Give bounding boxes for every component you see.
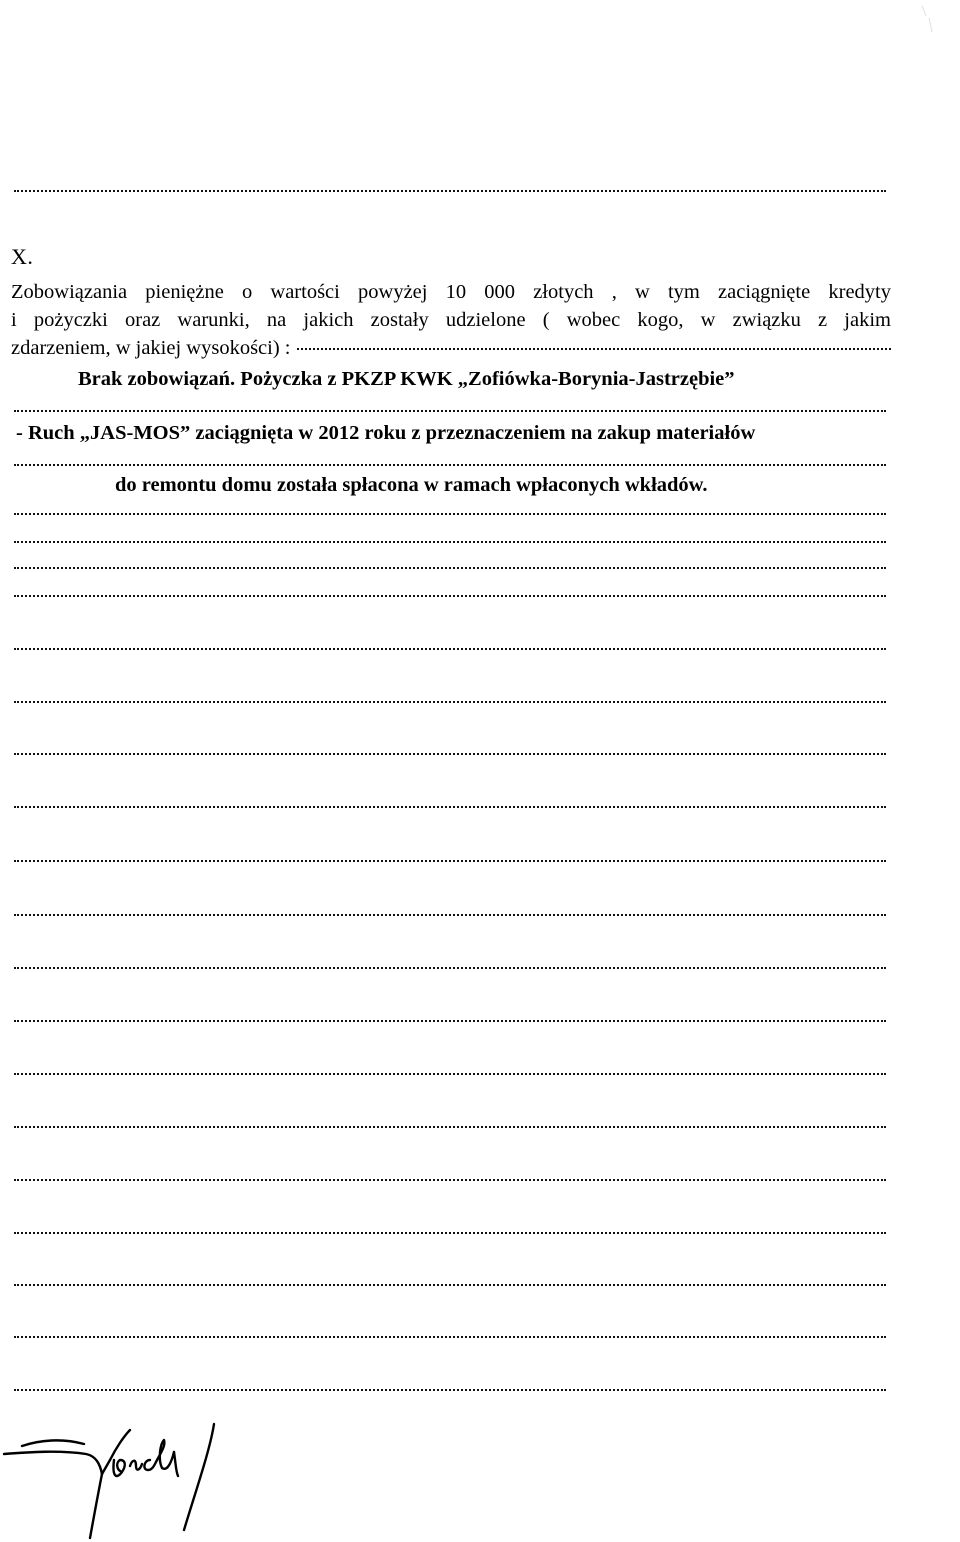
question-line-1: Zobowiązania pieniężne o wartości powyżej 10 000 złotych , w tym zaciągnięte kredyty <box>11 281 891 303</box>
answer-line-2: - Ruch „JAS-MOS” zaciągnięta w 2012 roku z przeznaczeniem na zakup materiałów <box>16 422 756 444</box>
answer-line-3: do remontu domu została spłacona w ramach wpłaconych wkładów. <box>115 474 708 496</box>
dotted-line <box>14 190 886 192</box>
dotted-line <box>14 567 886 569</box>
dotted-line <box>14 753 886 755</box>
dotted-line <box>14 595 886 597</box>
question-line-2: i pożyczki oraz warunki, na jakich zostały udzielone ( wobec kogo, w związku z jakim <box>11 309 891 331</box>
dotted-line <box>14 1179 886 1181</box>
dotted-line <box>14 860 886 862</box>
scan-mark <box>920 4 934 34</box>
section-number: X. <box>11 244 34 269</box>
dotted-line <box>14 967 886 969</box>
dotted-line <box>14 464 886 466</box>
dotted-line <box>14 1020 886 1022</box>
dotted-line <box>14 1389 886 1391</box>
dotted-fill <box>297 348 891 350</box>
dotted-line <box>14 701 886 703</box>
dotted-line <box>14 541 886 543</box>
dotted-line <box>14 1073 886 1075</box>
dotted-line <box>14 410 886 412</box>
question-line-3: zdarzeniem, w jakiej wysokości) : <box>11 337 291 359</box>
dotted-line <box>14 1232 886 1234</box>
dotted-line <box>14 648 886 650</box>
question-text <box>11 278 891 362</box>
dotted-line <box>14 914 886 916</box>
dotted-line <box>14 1284 886 1286</box>
dotted-line <box>14 513 886 515</box>
dotted-line <box>14 1336 886 1338</box>
answer-line-1: Brak zobowiązań. Pożyczka z PKZP KWK „Zofiówka-Borynia-Jastrzębie” <box>78 368 735 390</box>
question-line-3-wrapper <box>11 334 891 362</box>
handwritten-signature <box>0 1420 260 1542</box>
dotted-line <box>14 1126 886 1128</box>
dotted-line <box>14 806 886 808</box>
